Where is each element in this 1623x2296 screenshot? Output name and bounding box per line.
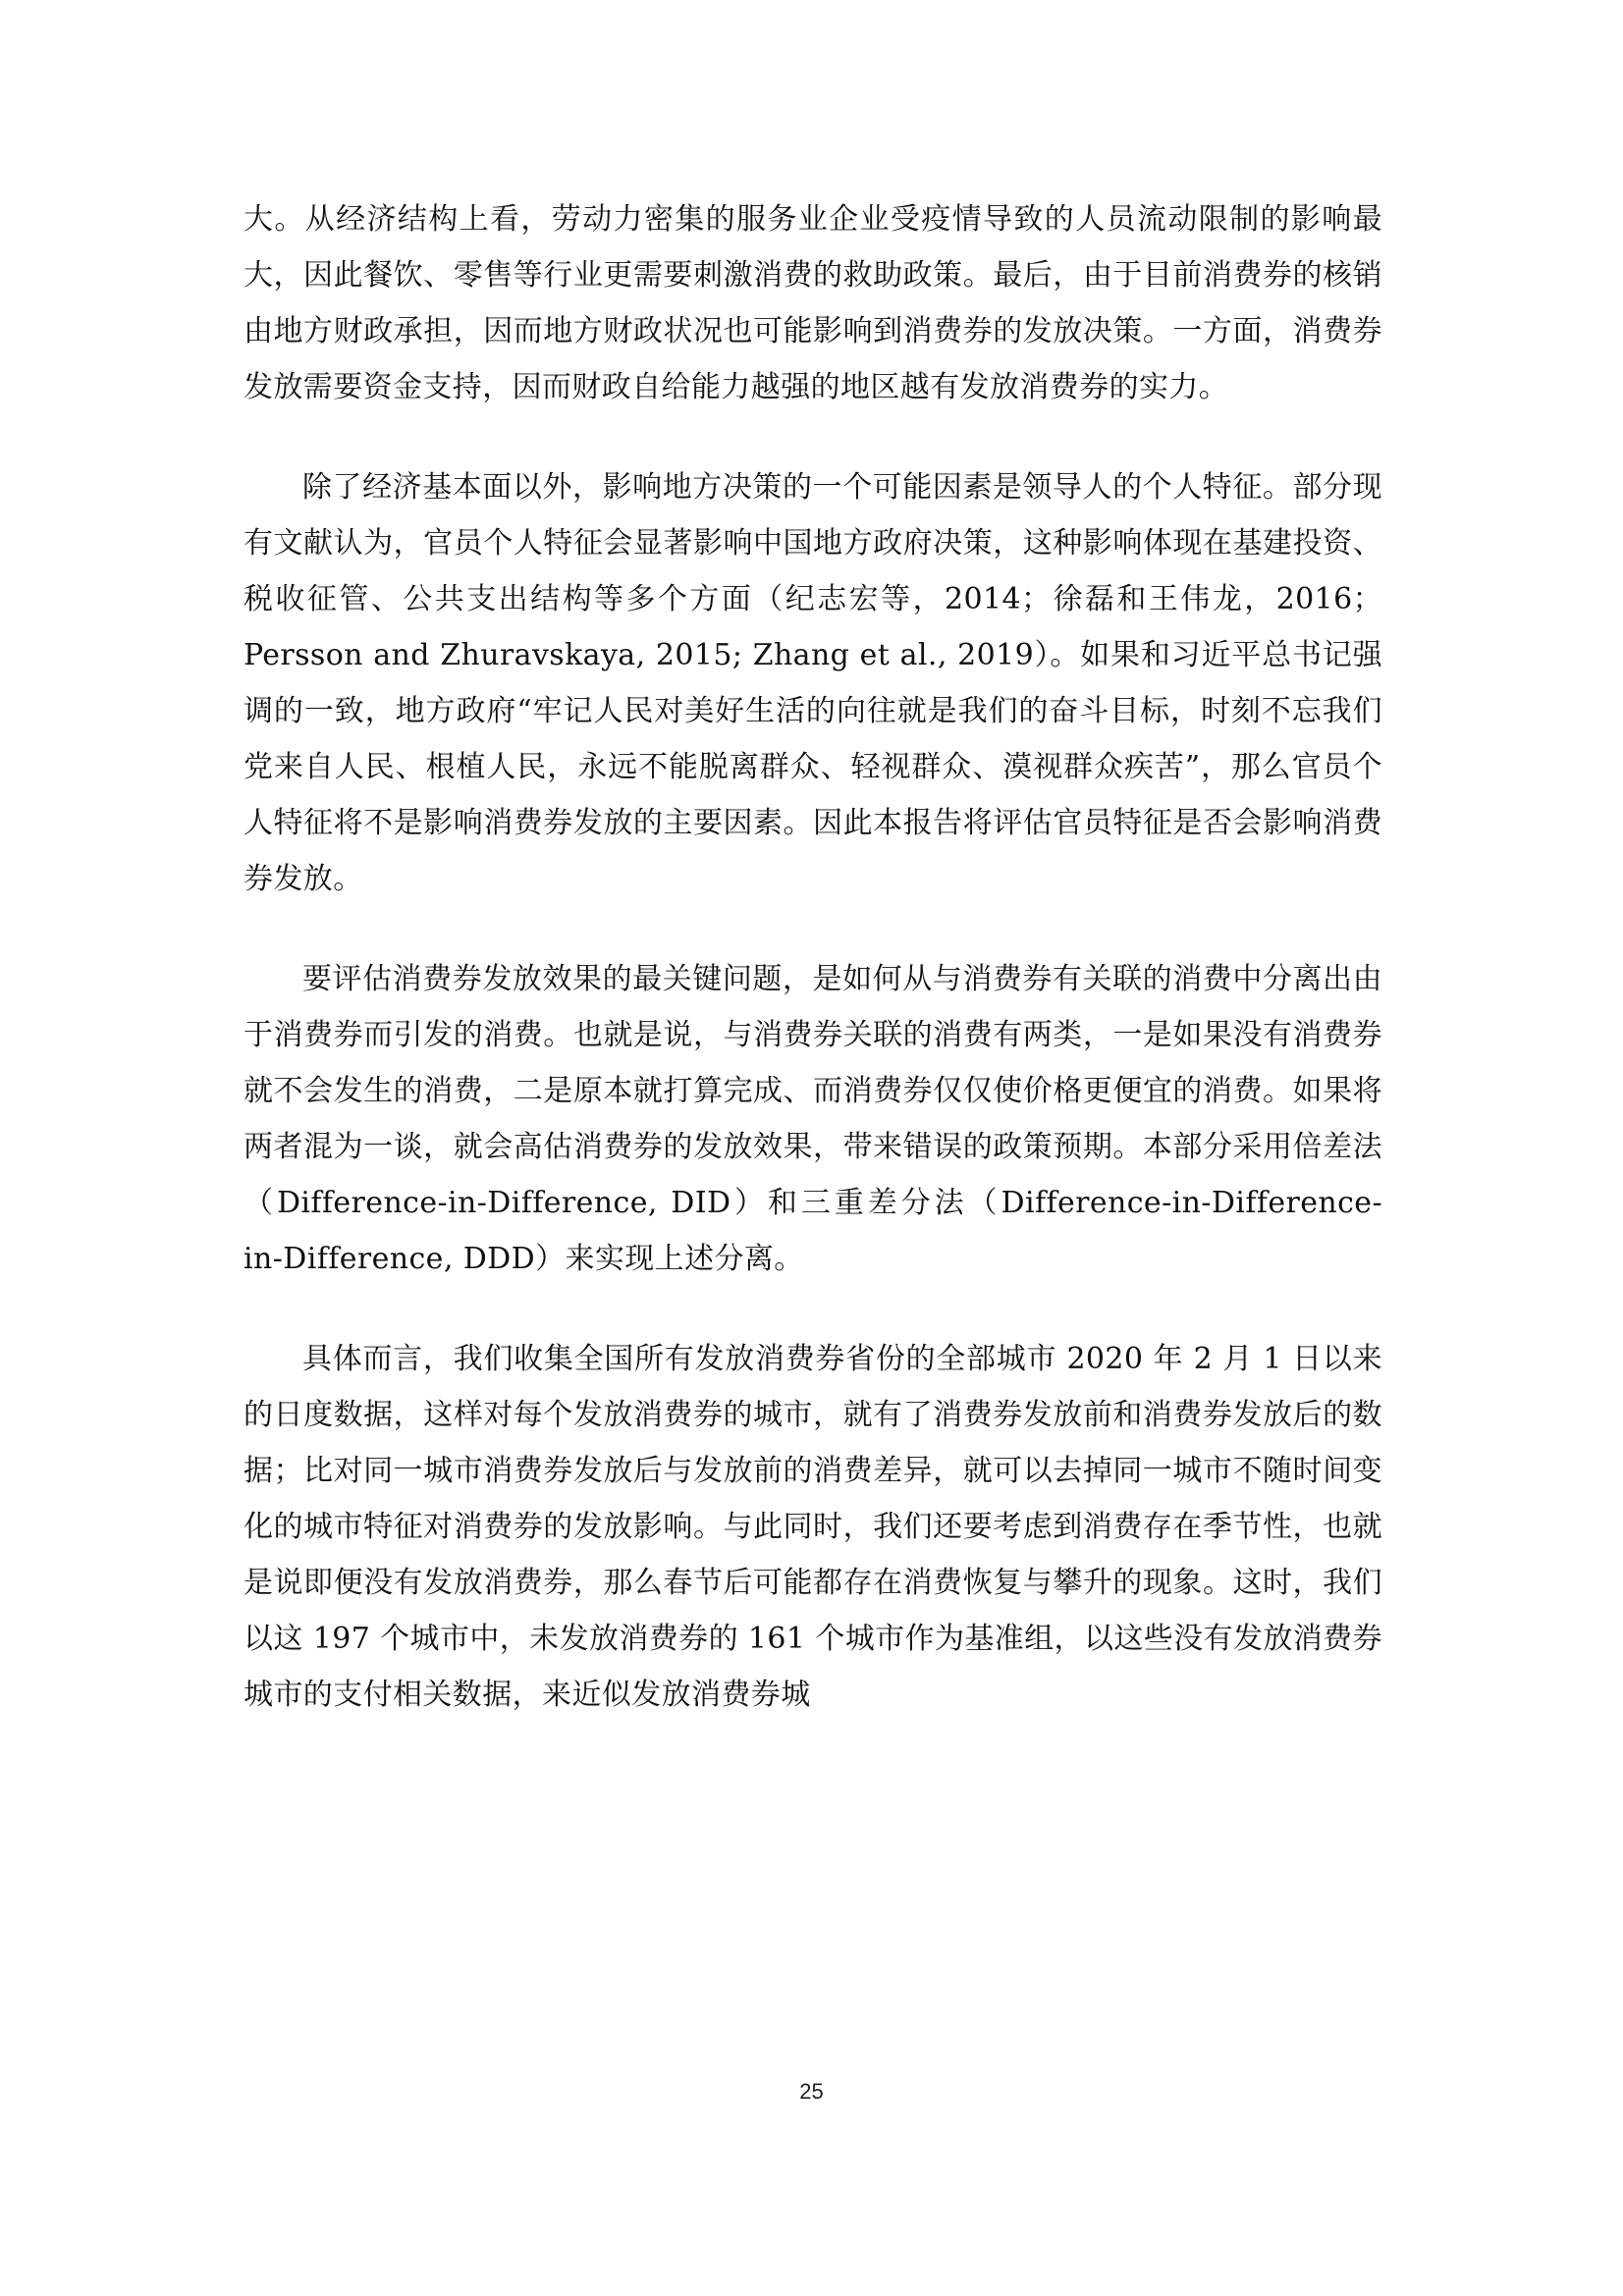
paragraph-1: 大。从经济结构上看，劳动力密集的服务业企业受疫情导致的人员流动限制的影响最大，因此餐饮、零售等行业更需要刺激消费的救助政策。最后，由于目前消费券的核销由地方财政承担，因而地方财政状况也可能影响到消费券的发放决策。一方面，消费券发放需要资金支持，因而财政自给能力越强的地区越有发放消费券的实力。: [243, 202, 1382, 404]
body-text: [243, 191, 1382, 1767]
page-number: 25: [799, 2079, 824, 2104]
paragraph-2: 除了经济基本面以外，影响地方决策的一个可能因素是领导人的个人特征。部分现有文献认为，官员个人特征会显著影响中国地方政府决策，这种影响体现在基建投资、税收征管、公共支出结构等多个方面（纪志宏等，2014；徐磊和王伟龙，2016；Persson and Zhuravskaya, 2015; Zhang et al., 2019）。如果和习近平总书记强调的一致，地方政府“牢记人民对美好生活的向往就是我们的奋斗目标，时刻不忘我们党来自人民、根植人民，永远不能脱离群众、轻视群众、漠视群众疾苦”，那么官员个人特征将不是影响消费券发放的主要因素。因此本报告将评估官员特征是否会影响消费券发放。: [243, 470, 1382, 896]
paragraph-4: 具体而言，我们收集全国所有发放消费券省份的全部城市 2020 年 2 月 1 日以来的日度数据，这样对每个发放消费券的城市，就有了消费券发放前和消费券发放后的数据；比对同一城市消费券发放后与发放前的消费差异，就可以去掉同一城市不随时间变化的城市特征对消费券的发放影响。与此同时，我们还要考虑到消费存在季节性，也就是说即便没有发放消费券，那么春节后可能都存在消费恢复与攀升的现象。这时，我们以这 197 个城市中，未发放消费券的 161 个城市作为基准组，以这些没有发放消费券城市的支付相关数据，来近似发放消费券城: [243, 1342, 1382, 1712]
paragraph-3: 要评估消费券发放效果的最关键问题，是如何从与消费券有关联的消费中分离出由于消费券而引发的消费。也就是说，与消费券关联的消费有两类，一是如果没有消费券就不会发生的消费，二是原本就打算完成、而消费券仅仅使价格更便宜的消费。如果将两者混为一谈，就会高估消费券的发放效果，带来错误的政策预期。本部分采用倍差法（Difference-in-Difference, DID）和三重差分法（Difference-in-Difference-in-Difference, DDD）来实现上述分离。: [243, 962, 1382, 1276]
